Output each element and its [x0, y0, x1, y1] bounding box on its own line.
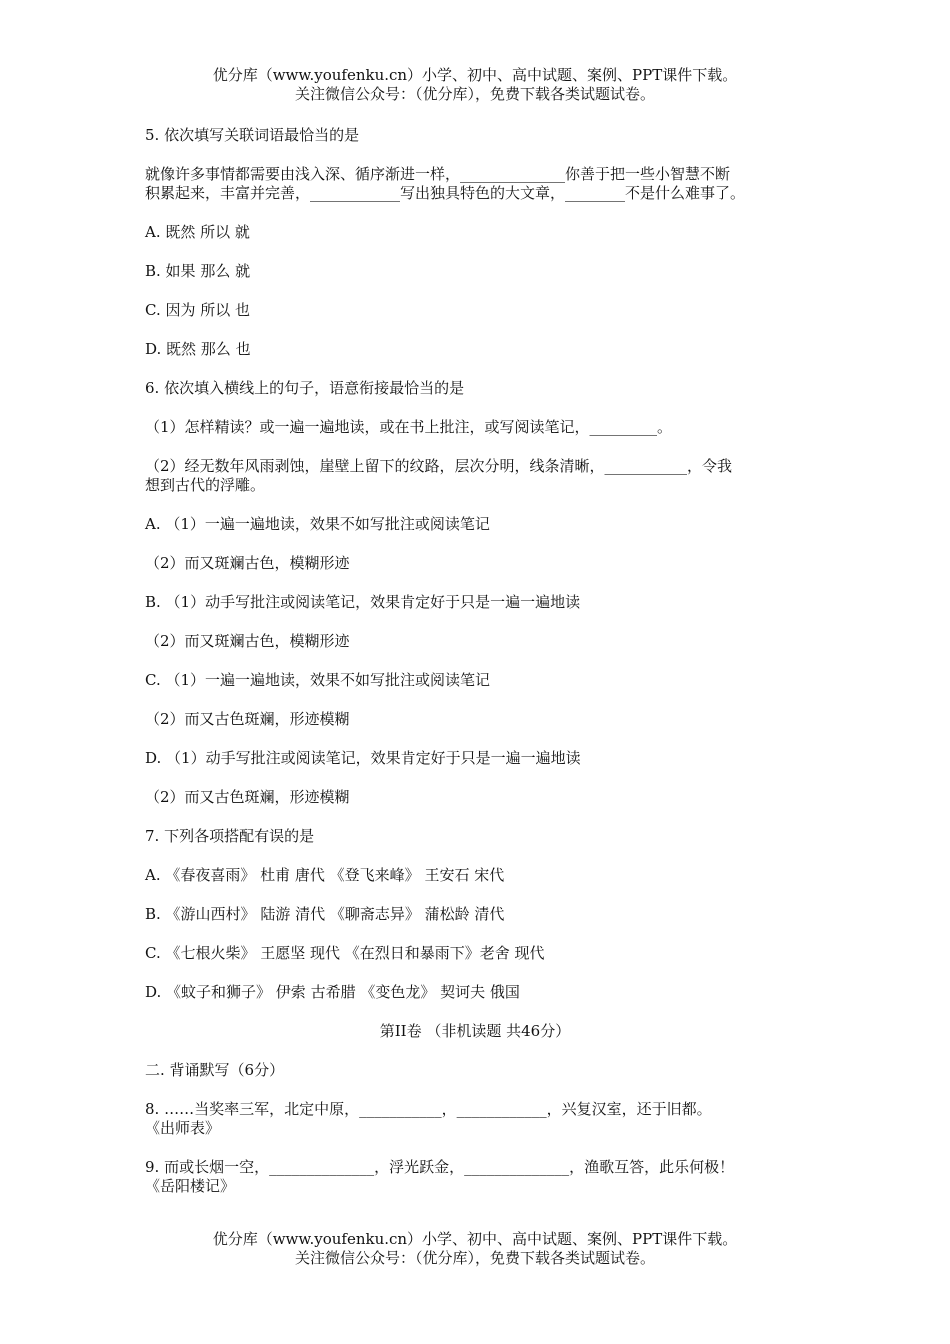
q6-sentence-1: （1）怎样精读？或一遍一遍地读，或在书上批注，或写阅读笔记，_________。 [145, 418, 673, 436]
header-line-1: 优分库（www.youfenku.cn）小学、初中、高中试题、案例、PPT课件下载。 [212, 66, 738, 84]
footer-line-2: 关注微信公众号：（优分库），免费下载各类试题试卷。 [294, 1249, 655, 1267]
q6-option-c-part-2: （2）而又古色斑斓，形迹模糊 [145, 710, 350, 728]
q6-option-a-part-1: A. （1）一遍一遍地读，效果不如写批注或阅读笔记 [145, 515, 490, 533]
q7-option-a: A. 《春夜喜雨》 杜甫 唐代 《登飞来峰》 王安石 宋代 [145, 866, 505, 884]
q6-option-c-part-1: C. （1）一遍一遍地读，效果不如写批注或阅读笔记 [145, 671, 491, 689]
q6-option-b-part-2: （2）而又斑斓古色，模糊形迹 [145, 632, 350, 650]
page-footer [0, 1230, 950, 1268]
q8 [145, 1100, 805, 1138]
q6-sentence-2-line-2: 想到古代的浮雕。 [145, 476, 266, 494]
q5-stem: 5. 依次填写关联词语最恰当的是 [145, 126, 360, 144]
q5-option-d: D. 既然 那么 也 [145, 340, 251, 358]
q6-sentence-2 [145, 457, 805, 495]
q6-option-b-part-1: B. （1）动手写批注或阅读笔记，效果肯定好于只是一遍一遍地读 [145, 593, 581, 611]
q9-source: 《岳阳楼记》 [145, 1177, 236, 1195]
q8-line-1: 8. ……当奖率三军，北定中原，___________，____________，兴复汉室，还于旧都。 [145, 1100, 712, 1118]
q7-option-c: C. 《七根火柴》 王愿坚 现代 《在烈日和暴雨下》老舍 现代 [145, 944, 545, 962]
q9-line-1: 9. 而或长烟一空，______________，浮光跃金，______________，渔歌互答，此乐何极！ [145, 1158, 735, 1176]
footer-line-1: 优分库（www.youfenku.cn）小学、初中、高中试题、案例、PPT课件下载。 [212, 1230, 738, 1248]
section-2-part-heading: 二. 背诵默写（6分） [145, 1061, 285, 1079]
q5-passage-line-2: 积累起来，丰富并完善，____________写出独具特色的大文章，________不是什么难事了。 [145, 184, 746, 202]
header-line-2: 关注微信公众号：（优分库），免费下载各类试题试卷。 [294, 85, 655, 103]
q5-option-a: A. 既然 所以 就 [145, 223, 250, 241]
exam-content [145, 126, 805, 1216]
section-2-title: 第II卷 （非机读题 共46分） [379, 1022, 571, 1040]
q7-option-d: D. 《蚊子和狮子》 伊索 古希腊 《变色龙》 契诃夫 俄国 [145, 983, 520, 1001]
q8-source: 《出师表》 [145, 1119, 221, 1137]
q5-passage [145, 165, 805, 203]
q6-stem: 6. 依次填入横线上的句子，语意衔接最恰当的是 [145, 379, 465, 397]
q6-option-d-part-1: D. （1）动手写批注或阅读笔记，效果肯定好于只是一遍一遍地读 [145, 749, 581, 767]
q6-sentence-2-line-1: （2）经无数年风雨剥蚀，崖壁上留下的纹路，层次分明，线条清晰，___________，令我 [145, 457, 733, 475]
q7-stem: 7. 下列各项搭配有误的是 [145, 827, 315, 845]
q7-option-b: B. 《游山西村》 陆游 清代 《聊斋志异》 蒲松龄 清代 [145, 905, 505, 923]
q6-option-a-part-2: （2）而又斑斓古色，模糊形迹 [145, 554, 350, 572]
page-header [0, 66, 950, 104]
q5-option-b: B. 如果 那么 就 [145, 262, 251, 280]
q6-option-d-part-2: （2）而又古色斑斓，形迹模糊 [145, 788, 350, 806]
q5-passage-line-1: 就像许多事情都需要由浅入深、循序渐进一样，______________你善于把一些小智慧不断 [145, 165, 731, 183]
q9 [145, 1158, 805, 1196]
q5-option-c: C. 因为 所以 也 [145, 301, 251, 319]
